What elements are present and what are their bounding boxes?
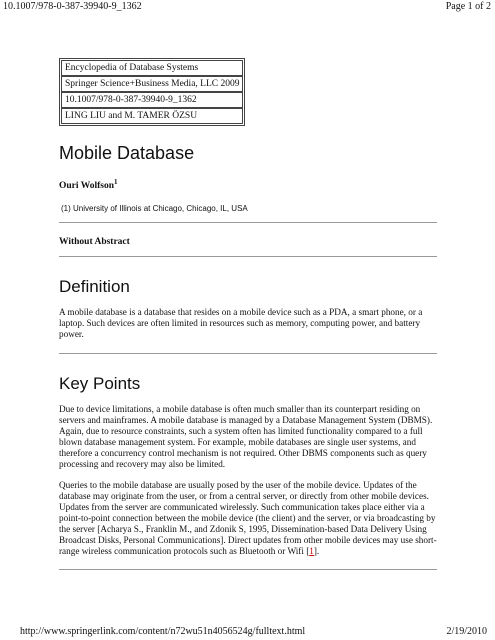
divider bbox=[59, 569, 437, 570]
key-points-heading: Key Points bbox=[59, 374, 141, 394]
key-points-paragraph-1: Due to device limitations, a mobile database is often much smaller than its counterpart residing on servers and mainframes. A mobile database is managed by a Database Management System (DBMS). Again, due to resource constraints, such a system often has limited functionality compared to a full blown database management system. For example, mobile databases are single user systems, and therefore a concurrency control mechanism is not required. Other DBMS components such as query processing and recovery may also be limited. bbox=[59, 404, 433, 470]
meta-editors: LING LIU and M. TAMER ÖZSU bbox=[61, 108, 243, 124]
divider bbox=[59, 256, 437, 257]
article-content bbox=[59, 58, 437, 570]
key-points-paragraph-2 bbox=[59, 480, 437, 557]
meta-book-title: Encyclopedia of Database Systems bbox=[61, 60, 243, 76]
without-abstract-label: Without Abstract bbox=[59, 237, 130, 248]
divider bbox=[59, 353, 437, 354]
divider bbox=[59, 222, 437, 223]
author-affiliation-mark: 1 bbox=[114, 178, 118, 186]
meta-doi: 10.1007/978-0-387-39940-9_1362 bbox=[61, 92, 243, 108]
meta-publisher: Springer Science+Business Media, LLC 2009 bbox=[61, 76, 243, 92]
reference-link[interactable]: 1 bbox=[309, 546, 314, 557]
author-name: Ouri Wolfson bbox=[59, 181, 114, 192]
key-points-paragraph-2-text: Queries to the mobile database are usually posed by the user of the mobile device. Updates of the database may originate from the user, or from a central server, or directly from other mobile devices. Updates from the server are communicated wirelessly. Such communication takes place either via a point-to-point connection between the mobile device (the client) and the server, or via broadcasting by the server [Acharya S., Franklin M., and Zdonik S, 1995, Dissemination-based Data Delivery Using Broadcast Disks, Personal Communications]. Direct updates from other mobile devices may use short-range wireless communication protocols such as Bluetooth or Wifi [ bbox=[59, 480, 437, 557]
metadata-box bbox=[59, 58, 245, 126]
header-doi: 10.1007/978-0-387-39940-9_1362 bbox=[3, 1, 142, 12]
definition-text: A mobile database is a database that resides on a mobile device such as a PDA, a smart phone, or a laptop. Such devices are often limited in resources such as memory, computing power, and battery power. bbox=[59, 307, 423, 340]
footer-url: http://www.springerlink.com/content/n72wu51n4056524g/fulltext.html bbox=[20, 626, 306, 637]
definition-heading: Definition bbox=[59, 277, 130, 297]
author bbox=[59, 178, 437, 191]
key-points-paragraph-2-end: ]. bbox=[313, 546, 320, 557]
footer-date: 2/19/2010 bbox=[446, 626, 487, 637]
article-title: Mobile Database bbox=[59, 143, 195, 163]
affiliation: (1) University of Illinois at Chicago, Chicago, IL, USA bbox=[61, 204, 248, 214]
header-page-number: Page 1 of 2 bbox=[445, 1, 491, 12]
